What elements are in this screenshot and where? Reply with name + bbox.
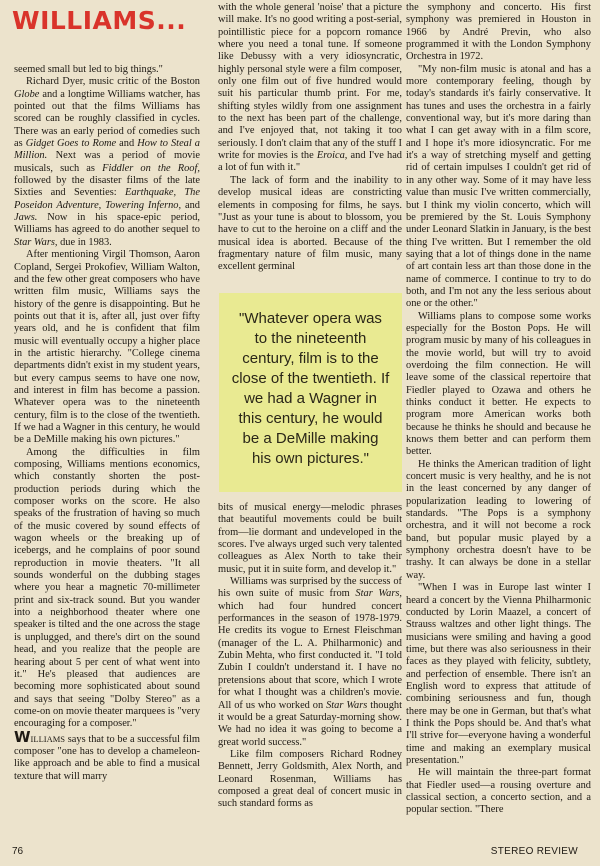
page-number: 76 [12, 846, 24, 857]
paragraph: seemed small but led to big things." [14, 64, 163, 75]
paragraph: Richard Dyer, music critic of the Boston Globe and a longtime Williams watcher, has pointed out that the films Williams has scored can be roughly classified in cycles. There was an early period of comedies such as Gidget Goes to Rome and How to Steal a Million. Next was a period of movie musicals, such as Fiddler on the Roof, followed by the disaster films of the late Sixties and Seventies: Earthquake, The Poseidon Adventure, Towering Inferno, and Jaws. Now in his space-epic period, Williams has agreed to do another sequel to Star Wars, due in 1983. [14, 76, 200, 248]
drop-initial: W [14, 727, 31, 746]
pull-quote: "Whatever opera was to the nineteenth century, film is to the close of the twentieth. If we had a Wagner in this century, he would be a DeMille making his own pictures." [219, 293, 402, 492]
paragraph: "My non-film music is atonal and has a more contemporary feeling, though by today's standards it's fairly conservative. It has tunes and uses the orchestra in a fairly conventional way, but it's more daring than what I can get away with in a film score, and I hope it's more idiosyncratic. For me it's a way of stretching myself and getting rid of certain impulses I couldn't get rid of in any other way. Some of it may have less value than music I've written commercially, but I think my violin concerto, which will be premiered by the St. Louis Symphony under Leonard Slatkin in January, is the best thing I've written. But I remember the old saying that a lot of things done in the name of art contain less art than those done in the name of commerce. I continue to try to do both, and I'm not any the less serious about one or the other." [406, 63, 591, 310]
paragraph: He thinks the American tradition of light concert music is very healthy, and he is not in the least concerned by any danger of popularization leading to lowering of standards. "The Pops is a symphony orchestra, and it will not become a rock band, but popular music played by a symphony orchestra doesn't have to be trashy. It can always be done in a stellar way. [406, 458, 591, 581]
paragraph: the symphony and concerto. His first symphony was premiered in Houston in 1966 by André Previn, who also programmed it with the London Symphony Orchestra in 1972. [406, 2, 591, 63]
paragraph: He will maintain the three-part format that Fiedler used—a rousing overture and classical section, a concerto section, and a popular section. "There [406, 767, 591, 816]
paragraph: Williams was surprised by the success of his own suite of music from Star Wars, which had four hundred concert performances in the season of 1978-1979. He credits its vogue to Ernest Fleischman (manager of the L. A. Philharmonic) and Zubin Mehta, who first conducted it. "I told Zubin I couldn't understand it. I have no pretensions about that score, which I wrote for what I thought was a children's movie. All of us who worked on Star Wars thought it would be a great Saturday-morning show. We had no idea it was going to become a great world success." [218, 576, 403, 748]
column-1 [14, 64, 200, 783]
paragraph: The lack of form and the inability to develop musical ideas are constricting elements in composing for films, he says. "Just as your tune is about to blossom, you have to cut to the heroine on a cliff and the musical idea is aborted. Because of the fragmentary nature of film music, many excellent germinal [218, 174, 402, 273]
paragraph: "When I was in Europe last winter I heard a concert by the Vienna Philharmonic conducted by Lorin Maazel, a concert of Strauss waltzes and other light things. The musicians were smiling and having a good time, but there was also seriousness in their faces as they played with felicity, subtlety, and perfection of ensemble. There isn't an English word to express that attitude of combining seriousness and fun, though there may be one in German, but that's what I think the Pops should be. And that's what I'll strive for—everyone having a wonderful time and making an exemplary musical presentation." [406, 582, 591, 766]
paragraph: with the whole general 'noise' that a picture will make. It's no good writing a post-serial, pointillistic piece for a popcorn romance where you need a tonal tune. If someone like Debussy with a very idiosyncratic, highly personal style were a film composer, only one film out of five hundred would suit his particular thumb print. For me, shifting styles wildly from one assignment to the next has been part of the challenge, and I've enjoyed that, not taking it too seriously. I don't claim that any of the stuff I write for movies is the Eroica, and I've had a lot of fun with it." [218, 2, 403, 174]
column-3 [406, 2, 591, 817]
paragraph: Among the difficulties in film composing, Williams mentions economics, which constantly shorten the post-production periods during which the composer works on the score. He also speaks of the frustration of having so much of the music covered by sound effects of wagon wheels or the breaking up of icebergs, and he complains of poor sound reproduction in movie theaters. "It all sounds wonderful on the dubbing stages where you hear a magnetic 70-millimeter print and six-track sound. But you wander into a neighborhood theater where one speaker is tilted and the one across the stage is unplugged, and there's dirt on the sound head, and you realize that the people are hearing about 5 per cent of what went into it." He's pleased that audiences are becoming more sophisticated about sound and says that seeing "Dolby Stereo" as a come-on on movie theater marquees is "very encouraging for a composer." [14, 446, 201, 730]
paragraph: After mentioning Virgil Thomson, Aaron Copland, Sergei Prokofiev, William Walton, and the few other great composers who have written film music, Williams says the history of the genre is disappointing. But he points out that it is, after all, just over fifty years old, and he is confident that film music will eventually occupy a higher place in the artistic hierarchy. "College cinema departments didn't exist in my student years, but every campus seems to have one now, and interest in film has become a passion. Whatever opera was to the nineteenth century, film is to the close of the twentieth. If we had a Wagner in this century, he would be a DeMille making his own pictures." [14, 249, 200, 446]
column-2-top [218, 2, 402, 274]
magazine-name: STEREO REVIEW [490, 846, 578, 857]
article-title: WILLIAMS... [12, 6, 187, 35]
paragraph: Williams plans to compose some works especially for the Boston Pops. He will program music by many of his colleagues in the movie world, but will try to avoid overdoing the film connection. He will leave some of the classical repertoire that Fiedler played to Ozawa and others he thinks conduct it better. He expects to program more American works both because he thinks he should and because he knows them better and can perform them better. [406, 310, 591, 458]
paragraph: WILLIAMS says that to be a successful film composer "one has to develop a chameleon-like approach and be able to find a musical texture that will marry [14, 727, 200, 782]
column-2-bottom [218, 502, 402, 811]
paragraph: bits of musical energy—melodic phrases that beautiful movements could be built from—lie dormant and undeveloped in the scores. I've always urged such very talented colleagues as Alex North to take their music, put it in suite form, and develop it." [218, 502, 402, 575]
paragraph: Like film composers Richard Rodney Bennett, Jerry Goldsmith, Alex North, and Leonard Rosenman, Williams has composed a great deal of concert music in such standard forms as [218, 748, 402, 810]
